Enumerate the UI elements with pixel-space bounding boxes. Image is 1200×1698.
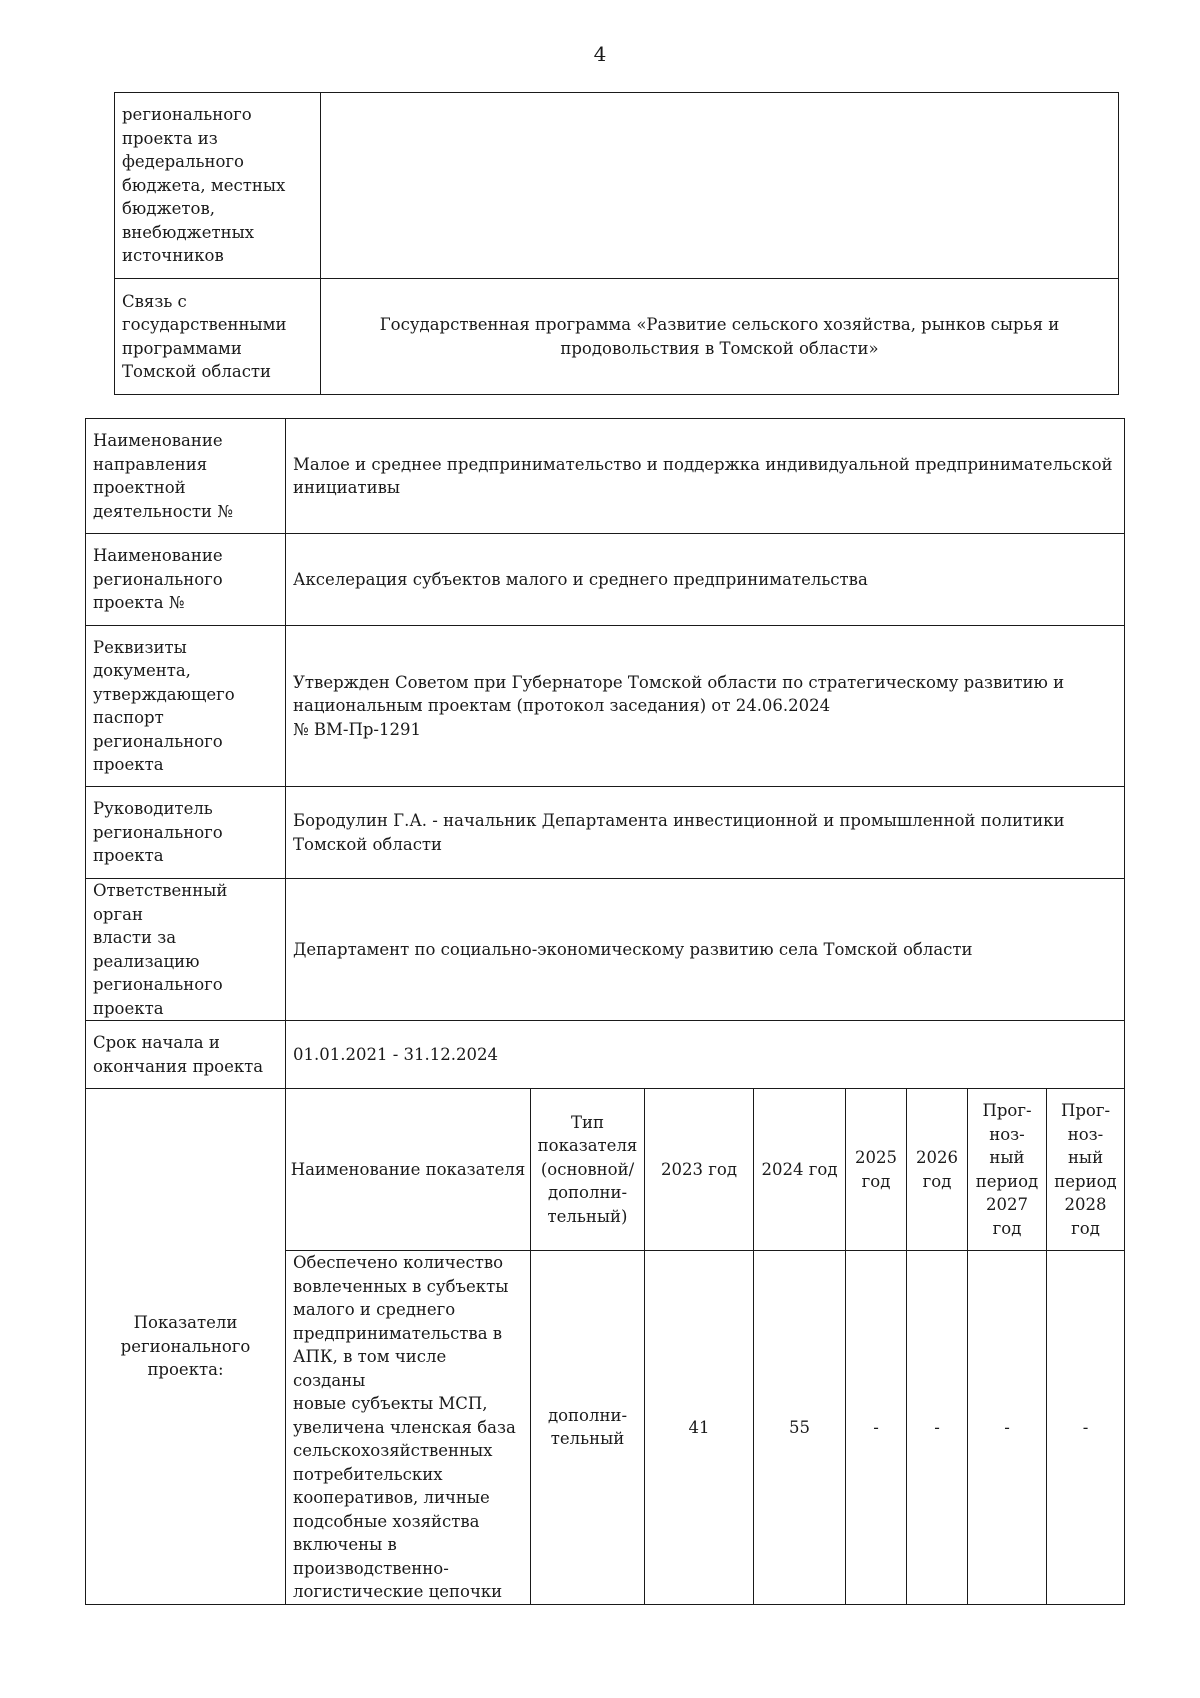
project-period-label: Срок начала и окончания проекта bbox=[86, 1021, 286, 1089]
table-row bbox=[86, 1021, 1125, 1089]
project-head-value: Бородулин Г.А. - начальник Департамента инвестиционной и промышленной политики Томской области bbox=[286, 787, 1125, 879]
value-2027: - bbox=[968, 1251, 1047, 1605]
state-programs-value: Государственная программа «Развитие сельского хозяйства, рынков сырья и продовольствия в Томской области» bbox=[321, 279, 1119, 395]
value-2024: 55 bbox=[754, 1251, 846, 1605]
direction-name-label: Наименование направления проектной деятельности № bbox=[86, 419, 286, 534]
year-2023-header: 2023 год bbox=[645, 1089, 754, 1251]
value-2026: - bbox=[907, 1251, 968, 1605]
table-row bbox=[86, 787, 1125, 879]
value-2025: - bbox=[846, 1251, 907, 1605]
value-2023: 41 bbox=[645, 1251, 754, 1605]
table-row bbox=[115, 279, 1119, 395]
state-programs-label: Связь с государственными программами Томской области bbox=[115, 279, 321, 395]
forecast-2028-header: Прог- ноз- ный период 2028 год bbox=[1047, 1089, 1125, 1251]
responsible-body-label: Ответственный орган власти за реализацию регионального проекта bbox=[86, 879, 286, 1021]
document-details-value: Утвержден Советом при Губернаторе Томской области по стратегическому развитию и национальным проектам (протокол заседания) от 24.06.2024 № ВМ-Пр-1291 bbox=[286, 626, 1125, 787]
table-row bbox=[115, 93, 1119, 279]
funding-sources-value bbox=[321, 93, 1119, 279]
table-row bbox=[86, 626, 1125, 787]
indicator-type-header: Тип показателя (основной/ дополни- тельный) bbox=[531, 1089, 645, 1251]
indicator-type: дополни- тельный bbox=[531, 1251, 645, 1605]
funding-and-programs-table bbox=[114, 92, 1119, 395]
responsible-body-value: Департамент по социально-экономическому развитию села Томской области bbox=[286, 879, 1125, 1021]
year-2024-header: 2024 год bbox=[754, 1089, 846, 1251]
indicator-name-header: Наименование показателя bbox=[286, 1089, 531, 1251]
indicators-header-row bbox=[86, 1089, 1125, 1251]
table-row bbox=[86, 419, 1125, 534]
project-name-label: Наименование регионального проекта № bbox=[86, 534, 286, 626]
project-head-label: Руководитель регионального проекта bbox=[86, 787, 286, 879]
indicators-label: Показатели регионального проекта: bbox=[86, 1089, 286, 1605]
direction-name-value: Малое и среднее предпринимательство и поддержка индивидуальной предпринимательской инициативы bbox=[286, 419, 1125, 534]
project-period-value: 01.01.2021 - 31.12.2024 bbox=[286, 1021, 1125, 1089]
table-row bbox=[86, 879, 1125, 1021]
year-2026-header: 2026 год bbox=[907, 1089, 968, 1251]
indicator-name: Обеспечено количество вовлеченных в субъекты малого и среднего предпринимательства в АПК, в том числе созданы новые субъекты МСП, увеличена членская база сельскохозяйственных потребительских кооперативов, личные подсобные хозяйства включены в производственно- логистические цепочки bbox=[286, 1251, 531, 1605]
document-details-label: Реквизиты документа, утверждающего паспорт регионального проекта bbox=[86, 626, 286, 787]
page-number: 4 bbox=[593, 42, 607, 66]
forecast-2027-header: Прог- ноз- ный период 2027 год bbox=[968, 1089, 1047, 1251]
project-name-value: Акселерация субъектов малого и среднего предпринимательства bbox=[286, 534, 1125, 626]
table-row bbox=[86, 534, 1125, 626]
year-2025-header: 2025 год bbox=[846, 1089, 907, 1251]
value-2028: - bbox=[1047, 1251, 1125, 1605]
funding-sources-label: регионального проекта из федерального бюджета, местных бюджетов, внебюджетных источников bbox=[115, 93, 321, 279]
regional-project-passport-table bbox=[85, 418, 1125, 1605]
